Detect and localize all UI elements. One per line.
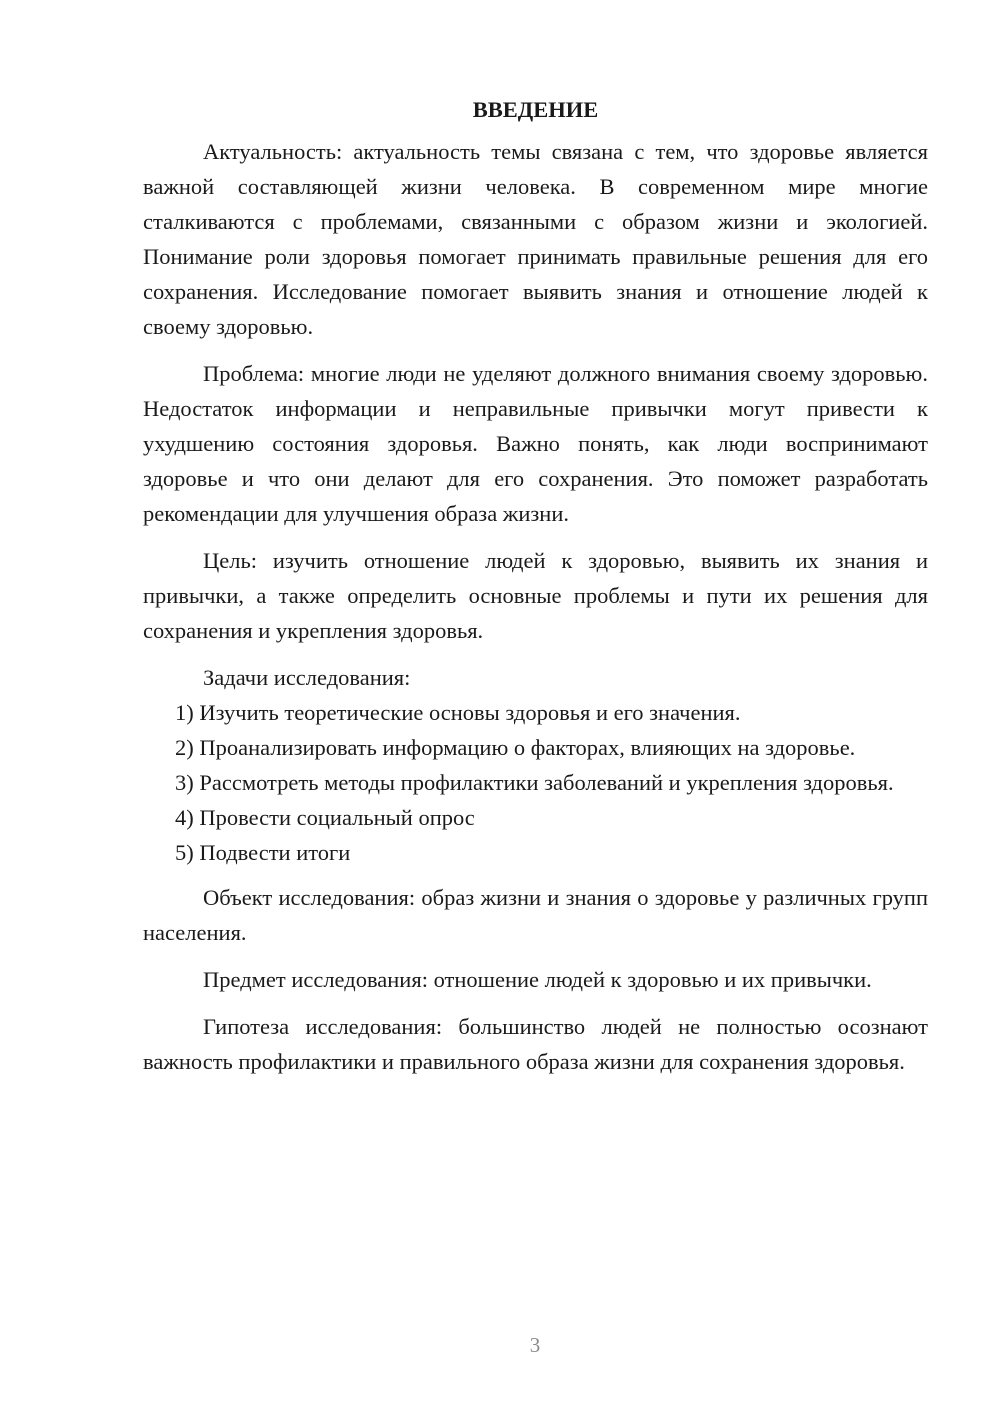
tasks-heading: Задачи исследования: — [203, 665, 411, 690]
task-item-2: 2) Проанализировать информацию о факторах, влияющих на здоровье. — [175, 735, 856, 760]
paragraph-problem: Проблема: многие люди не уделяют должного внимания своему здоровью. Недостаток информации и неправильные привычки могут привести к ухудшению состояния здоровья. Важно понять, как люди воспринимают здоровье и что они делают для его сохранения. Это поможет разработать рекомендации для улучшения образа жизни. — [143, 361, 928, 526]
task-item-4: 4) Провести социальный опрос — [175, 805, 475, 830]
task-item-3: 3) Рассмотреть методы профилактики заболеваний и укрепления здоровья. — [175, 770, 894, 795]
paragraph-object: Объект исследования: образ жизни и знания о здоровье у различных групп населения. — [143, 885, 928, 945]
page-title: ВВЕДЕНИЕ — [472, 97, 599, 122]
paragraph-hypothesis: Гипотеза исследования: большинство людей не полностью осознают важность профилактики и правильного образа жизни для сохранения здоровья. — [143, 1014, 928, 1074]
page-content — [143, 92, 928, 1079]
paragraph-relevance: Актуальность: актуальность темы связана с тем, что здоровье является важной составляющей жизни человека. В современном мире многие сталкиваются с проблемами, связанными с образом жизни и экологией. Понимание роли здоровья помогает принимать правильные решения для его сохранения. Исследование помогает выявить знания и отношение людей к своему здоровью. — [143, 139, 928, 339]
paragraph-subject: Предмет исследования: отношение людей к здоровью и их привычки. — [203, 967, 872, 992]
page-number: 3 — [529, 1333, 541, 1357]
paragraph-goal: Цель: изучить отношение людей к здоровью, выявить их знания и привычки, а также определить основные проблемы и пути их решения для сохранения и укрепления здоровья. — [143, 548, 928, 643]
task-item-1: 1) Изучить теоретические основы здоровья и его значения. — [175, 700, 741, 725]
task-item-5: 5) Подвести итоги — [175, 840, 351, 865]
